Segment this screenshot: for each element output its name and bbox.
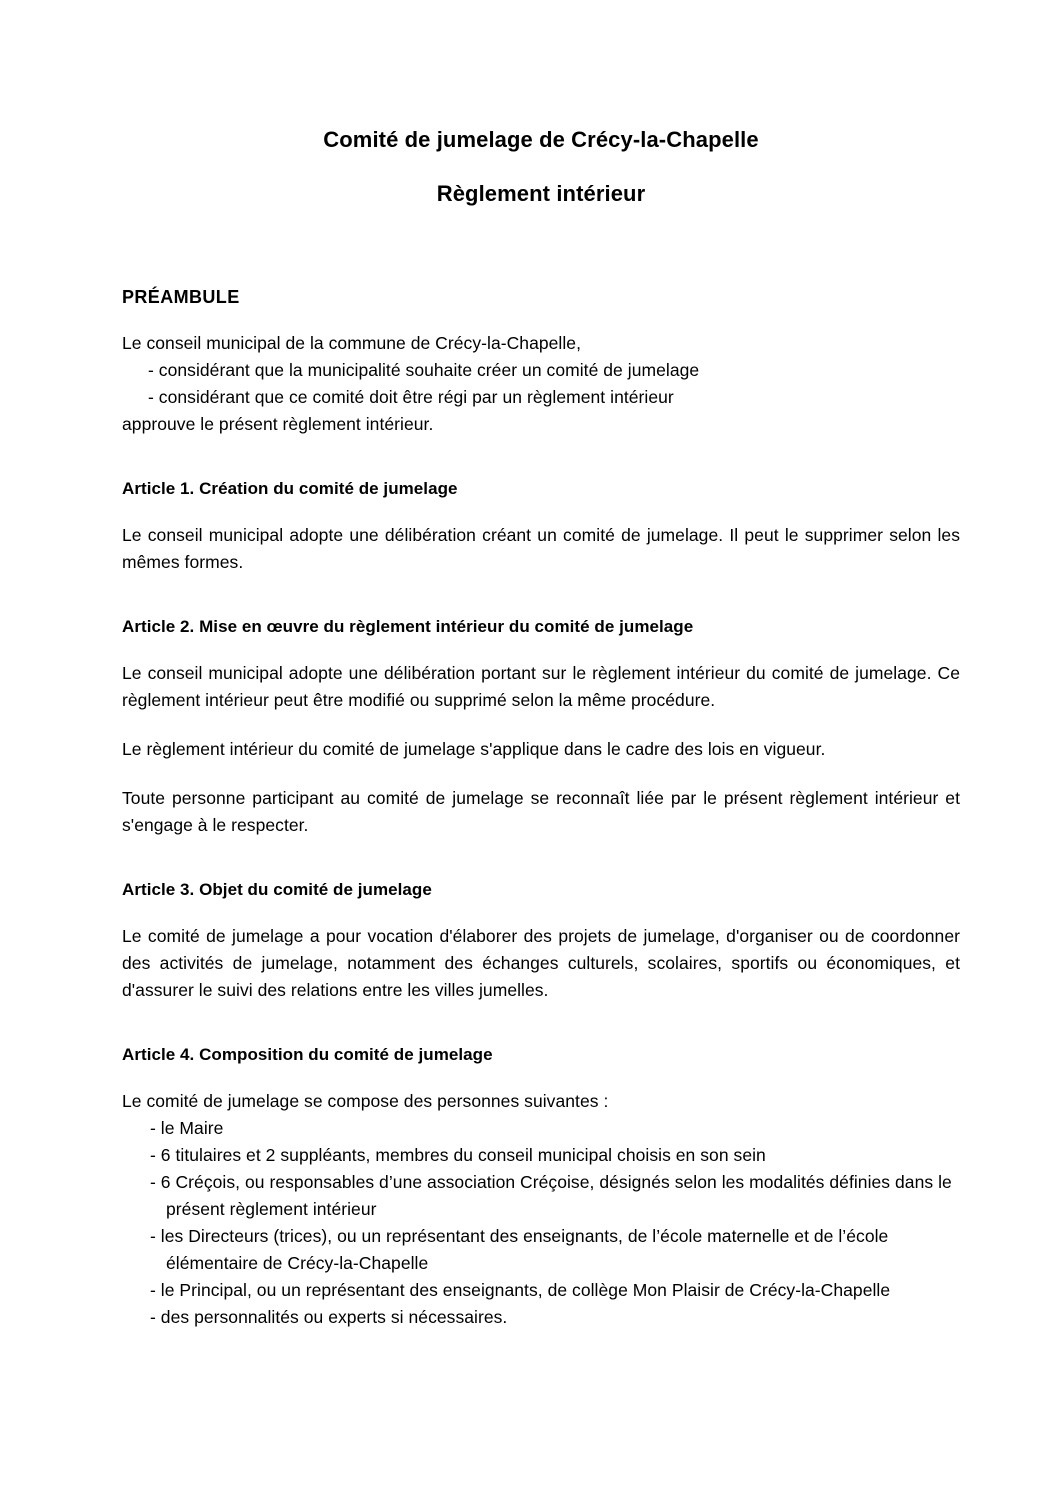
spacer (122, 438, 960, 478)
spacer (122, 763, 960, 785)
list-item: - 6 titulaires et 2 suppléants, membres du conseil municipal choisis en son sein (150, 1145, 766, 1165)
spacer (122, 714, 960, 736)
preamble-considerations-list (122, 357, 960, 411)
article-4-intro: Le comité de jumelage se compose des personnes suivantes : (122, 1091, 609, 1111)
article-2-paragraph-3: Toute personne participant au comité de jumelage se reconnaît liée par le présent règlement intérieur et s'engage à le respecter. (122, 788, 960, 835)
spacer (122, 576, 960, 616)
preamble-closing: approuve le présent règlement intérieur. (122, 414, 434, 434)
article-4-heading: Article 4. Composition du comité de jumelage (122, 1045, 493, 1064)
spacer (122, 500, 960, 522)
article-1-heading: Article 1. Création du comité de jumelage (122, 479, 458, 498)
list-item: - le Maire (150, 1118, 224, 1138)
spacer (122, 839, 960, 879)
spacer (122, 208, 960, 286)
document-content (122, 0, 960, 1331)
list-item: - considérant que ce comité doit être régi par un règlement intérieur (148, 387, 674, 407)
article-2-paragraph-2: Le règlement intérieur du comité de jumelage s'applique dans le cadre des lois en vigueur. (122, 739, 826, 759)
article-3-paragraph: Le comité de jumelage a pour vocation d'élaborer des projets de jumelage, d'organiser ou de coordonner des activités de jumelage, notamment des échanges culturels, scolaires, sportifs ou économiques, et d'assurer le suivi des relations entre les villes jumelles. (122, 926, 960, 1000)
list-item: - des personnalités ou experts si nécessaires. (150, 1307, 508, 1327)
list-item: - le Principal, ou un représentant des enseignants, de collège Mon Plaisir de Crécy-la-Chapelle (150, 1280, 891, 1300)
list-item: - les Directeurs (trices), ou un représentant des enseignants, de l’école maternelle et de l’école élémentaire de Crécy-la-Chapelle (150, 1226, 889, 1273)
article-2-paragraph-1: Le conseil municipal adopte une délibération portant sur le règlement intérieur du comité de jumelage. Ce règlement intérieur peut être modifié ou supprimé selon la même procédure. (122, 663, 960, 710)
spacer (122, 308, 960, 330)
document-title-primary: Comité de jumelage de Crécy-la-Chapelle (323, 127, 759, 152)
section-article-1 (122, 478, 960, 576)
preamble-heading: PRÉAMBULE (122, 287, 240, 307)
list-item: - considérant que la municipalité souhaite créer un comité de jumelage (148, 360, 700, 380)
document-title-secondary: Règlement intérieur (436, 181, 646, 206)
spacer (122, 1004, 960, 1044)
article-2-heading: Article 2. Mise en œuvre du règlement intérieur du comité de jumelage (122, 617, 694, 636)
section-preamble (122, 286, 960, 438)
spacer (122, 901, 960, 923)
article-4-members-list (122, 1115, 960, 1331)
article-1-paragraph: Le conseil municipal adopte une délibération créant un comité de jumelage. Il peut le supprimer selon les mêmes formes. (122, 525, 960, 572)
preamble-intro: Le conseil municipal de la commune de Crécy-la-Chapelle, (122, 333, 581, 353)
section-article-3 (122, 879, 960, 1004)
spacer (122, 1066, 960, 1088)
list-item: - 6 Créçois, ou responsables d’une association Créçoise, désignés selon les modalités définies dans le présent règlement intérieur (150, 1172, 952, 1219)
article-3-heading: Article 3. Objet du comité de jumelage (122, 880, 432, 899)
spacer (122, 638, 960, 660)
section-article-2 (122, 616, 960, 839)
section-article-4 (122, 1044, 960, 1331)
